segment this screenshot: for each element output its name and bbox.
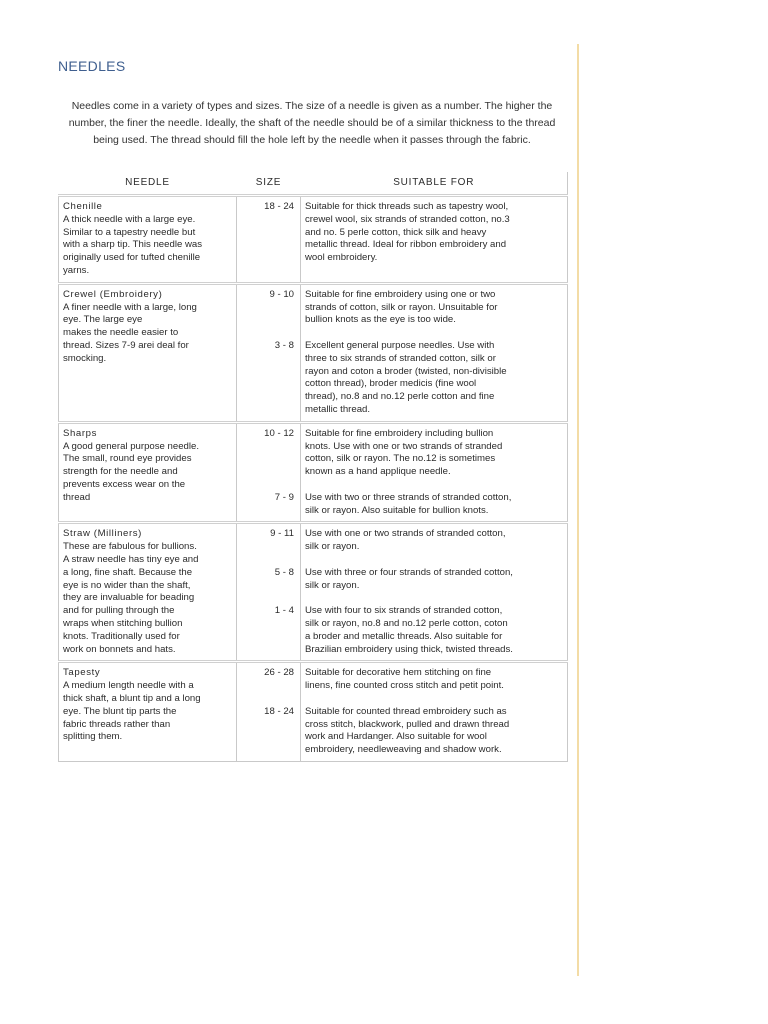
needles-table: [58, 172, 568, 762]
table-row: [59, 196, 568, 284]
suitable-for-text: Excellent general purpose needles. Use with three to six strands of stranded cotton, silk or rayon and coton a broder (twisted, non-divisible cotton thread), broder medicis (fine wool thread), no.8 and no.12 perle cotton and fine metallic thread.: [305, 339, 507, 415]
needle-description: A finer needle with a large, long eye. The large eye makes the needle easier to thread. Sizes 7-9 arei deal for smocking.: [63, 301, 197, 364]
page-title: NEEDLES: [58, 58, 126, 74]
needle-description: A thick needle with a large eye. Similar to a tapestry needle but with a sharp tip. This needle was originally used for tufted chenille yarns.: [63, 213, 203, 276]
needle-name: Crewel (Embroidery): [63, 288, 163, 300]
size-cell: [237, 196, 301, 284]
size-value: 9 - 10: [269, 288, 294, 300]
needle-description: A medium length needle with a thick shaft, a blunt tip and a long eye. The blunt tip parts the fabric threads rather than splitting them.: [63, 680, 201, 743]
suitable-for-text: Use with one or two strands of stranded cotton, silk or rayon.: [305, 528, 506, 553]
size-value: 18 - 24: [264, 705, 294, 717]
size-cell: [237, 283, 301, 422]
needle-name: Sharps: [63, 427, 97, 439]
needle-name: Straw (Milliners): [63, 528, 142, 540]
needle-cell: [59, 523, 237, 662]
table-body: [59, 196, 568, 762]
suitable-for-text: Suitable for thick threads such as tapestry wool, crewel wool, six strands of stranded cotton, no.3 and no. 5 perle cotton, thick silk and heavy metallic thread. Ideal for ribbon embroidery and wool embroidery.: [305, 201, 510, 264]
suitable-for-cell: [301, 422, 568, 523]
table-row: [59, 523, 568, 662]
header-size: SIZE: [237, 172, 301, 196]
margin-rule: [577, 44, 579, 976]
needle-cell: [59, 283, 237, 422]
size-value: 10 - 12: [264, 427, 294, 439]
size-value: 7 - 9: [274, 491, 294, 503]
intro-paragraph: Needles come in a variety of types and sizes. The size of a needle is given as a number. The higher the number, the finer the needle. Ideally, the shaft of the needle should be of a similar thickness to the thread being used. The thread should fill the hole left by the needle when it passes through the fabric.: [68, 100, 556, 146]
suitable-for-text: Use with three or four strands of stranded cotton, silk or rayon.: [305, 566, 513, 591]
needle-name: Tapesty: [63, 667, 101, 679]
size-cell: [237, 422, 301, 523]
needle-name: Chenille: [63, 201, 103, 212]
needle-description: These are fabulous for bullions. A straw needle has tiny eye and a long, fine shaft. Because the eye is no wider than the shaft, they are invaluable for beading and for pulling through the wraps when stitching bullion knots. Traditionally used for work on bonnets and hats.: [63, 541, 199, 655]
needle-description: A good general purpose needle. The small, round eye provides strength for the needle and prevents excess wear on the thread: [63, 440, 200, 503]
needle-cell: [59, 422, 237, 523]
suitable-for-text: Suitable for fine embroidery using one or two strands of cotton, silk or rayon. Unsuitable for bullion knots as the eye is too wide.: [305, 288, 498, 326]
size-value: 18 - 24: [264, 201, 294, 212]
size-value: 1 - 4: [274, 605, 294, 617]
size-value: 5 - 8: [274, 566, 294, 578]
table-row: [59, 422, 568, 523]
table-header-row: [59, 172, 568, 196]
table-row: [59, 662, 568, 762]
table-row: [59, 283, 568, 422]
suitable-for-text: Use with two or three strands of stranded cotton, silk or rayon. Also suitable for bullion knots.: [305, 491, 512, 516]
size-cell: [237, 662, 301, 762]
needle-cell: [59, 196, 237, 284]
size-cell: [237, 523, 301, 662]
needle-cell: [59, 662, 237, 762]
header-suitable-for: SUITABLE FOR: [301, 172, 568, 196]
header-needle: NEEDLE: [59, 172, 237, 196]
suitable-for-text: Suitable for fine embroidery including bullion knots. Use with one or two strands of stranded cotton, silk or rayon. The no.12 is sometimes known as a hand applique needle.: [305, 427, 503, 478]
size-value: 26 - 28: [264, 667, 294, 679]
size-value: 3 - 8: [274, 339, 294, 351]
suitable-for-text: Suitable for decorative hem stitching on fine linens, fine counted cross stitch and petit point.: [305, 667, 504, 692]
size-value: 9 - 11: [270, 528, 294, 540]
suitable-for-cell: [301, 662, 568, 762]
suitable-for-text: Suitable for counted thread embroidery such as cross stitch, blackwork, pulled and drawn thread work and Hardanger. Also suitable for wool embroidery, needleweaving and shadow work.: [305, 705, 510, 756]
suitable-for-cell: [301, 523, 568, 662]
suitable-for-text: Use with four to six strands of stranded cotton, silk or rayon, no.8 and no.12 perle cotton, coton a broder and metallic threads. Also suitable for Brazilian embroidery using thick, twisted threads.: [305, 605, 513, 655]
suitable-for-cell: [301, 196, 568, 284]
suitable-for-cell: [301, 283, 568, 422]
